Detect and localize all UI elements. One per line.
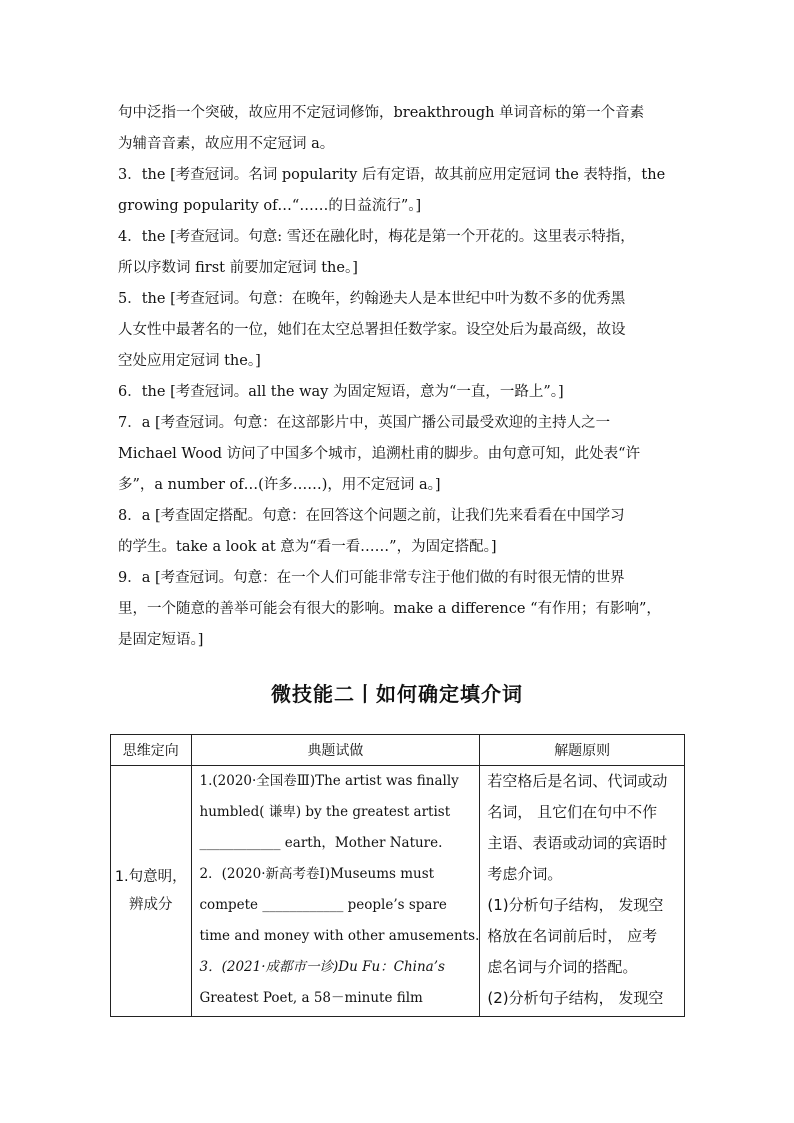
cell-solving-principles xyxy=(480,766,685,1017)
cell-line: 3．(2021·成都市一诊)Du Fu：China’s xyxy=(199,959,445,975)
answer-line: 8．a [考查固定搭配。句意：在回答这个问题之前，让我们先来看看在中国学习 xyxy=(118,508,625,524)
answer-item xyxy=(118,222,683,284)
cell-line: 主语、表语或动词的宾语时 xyxy=(487,834,668,852)
section-heading: 微技能二丨如何确定填介词 xyxy=(271,682,523,706)
cell-line: (1)分析句子结构， 发现空 xyxy=(487,896,664,914)
answer-item xyxy=(118,408,683,501)
method-table xyxy=(110,734,685,1017)
answer-line: 的学生。take a look at 意为“看一看……”，为固定搭配。] xyxy=(118,539,497,555)
cell-line: 考虑介词。 xyxy=(487,865,563,883)
answer-line: 多”，a number of…(许多……)，用不定冠词 a。] xyxy=(118,477,441,493)
table-row xyxy=(111,766,685,1017)
answer-line: 里，一个随意的善举可能会有很大的影响。make a difference “有作用；有影响”， xyxy=(118,601,661,617)
answer-line: 所以序数词 first 前要加定冠词 the。] xyxy=(118,260,358,276)
answer-line: 句中泛指一个突破，故应用不定冠词修饰，breakthrough 单词音标的第一个音素 xyxy=(118,105,645,121)
answer-line: 5．the [考查冠词。句意：在晚年，约翰逊夫人是本世纪中叶为数不多的优秀黑 xyxy=(118,291,626,307)
cell-line: humbled( 谦卑) by the greatest artist xyxy=(199,804,451,820)
answer-line: Michael Wood 访问了中国多个城市，追溯杜甫的脚步。由句意可知，此处表“许 xyxy=(118,446,641,462)
cell-line: ____________ earth，Mother Nature. xyxy=(199,835,443,851)
answer-item xyxy=(118,160,683,222)
answer-line: growing popularity of…“……的日益流行”。] xyxy=(118,198,422,214)
answer-line: 3．the [考查冠词。名词 popularity 后有定语，故其前应用定冠词 the 表特指，the xyxy=(118,167,666,183)
cell-line: 虑名词与介词的搭配。 xyxy=(487,958,638,976)
answer-line: 6．the [考查冠词。all the way 为固定短语，意为“一直，一路上”。] xyxy=(118,384,564,400)
header-solving-principles: 解题原则 xyxy=(480,735,685,766)
cell-thinking-direction xyxy=(111,766,192,1017)
cell-line: 格放在名词前后时， 应考 xyxy=(487,927,658,945)
answer-line: 为辅音音素，故应用不定冠词 a。 xyxy=(118,136,335,152)
table-header-row xyxy=(111,735,685,766)
answer-line: 7．a [考查冠词。句意：在这部影片中，英国广播公司最受欢迎的主持人之一 xyxy=(118,415,611,431)
cell-line: Greatest Poet, a 58－minute film xyxy=(199,990,423,1006)
cell-line: time and money with other amusements. xyxy=(199,928,480,944)
answer-item xyxy=(118,501,683,563)
cell-line: 名词， 且它们在句中不作 xyxy=(487,803,658,821)
cell-line: 1.句意明， xyxy=(114,869,187,885)
answer-line: 4．the [考查冠词。句意: 雪还在融化时，梅花是第一个开花的。这里表示特指， xyxy=(118,229,635,245)
cell-line: 1.(2020·全国卷Ⅲ)The artist was finally xyxy=(199,773,459,789)
header-thinking-direction: 思维定向 xyxy=(111,735,192,766)
answer-line: 人女性中最著名的一位，她们在太空总署担任数学家。设空处后为最高级，故设 xyxy=(118,322,626,338)
cell-line: 2．(2020·新高考卷Ⅰ)Museums must xyxy=(199,866,435,882)
answer-line: 是固定短语。] xyxy=(118,632,204,648)
answer-item xyxy=(118,98,683,160)
cell-typical-exercises xyxy=(191,766,480,1017)
answer-item xyxy=(118,284,683,377)
cell-line: (2)分析句子结构， 发现空 xyxy=(487,989,664,1007)
cell-line: 辨成分 xyxy=(129,897,173,913)
answer-item xyxy=(118,377,683,408)
header-typical-exercises: 典题试做 xyxy=(191,735,480,766)
answer-line: 9．a [考查冠词。句意：在一个人们可能非常专注于他们做的有时很无情的世界 xyxy=(118,570,625,586)
answer-item xyxy=(118,563,683,656)
cell-line: 若空格后是名词、代词或动 xyxy=(487,772,668,790)
answer-line: 空处应用定冠词 the。] xyxy=(118,353,261,369)
cell-line: compete ____________ people’s spare xyxy=(199,897,447,913)
